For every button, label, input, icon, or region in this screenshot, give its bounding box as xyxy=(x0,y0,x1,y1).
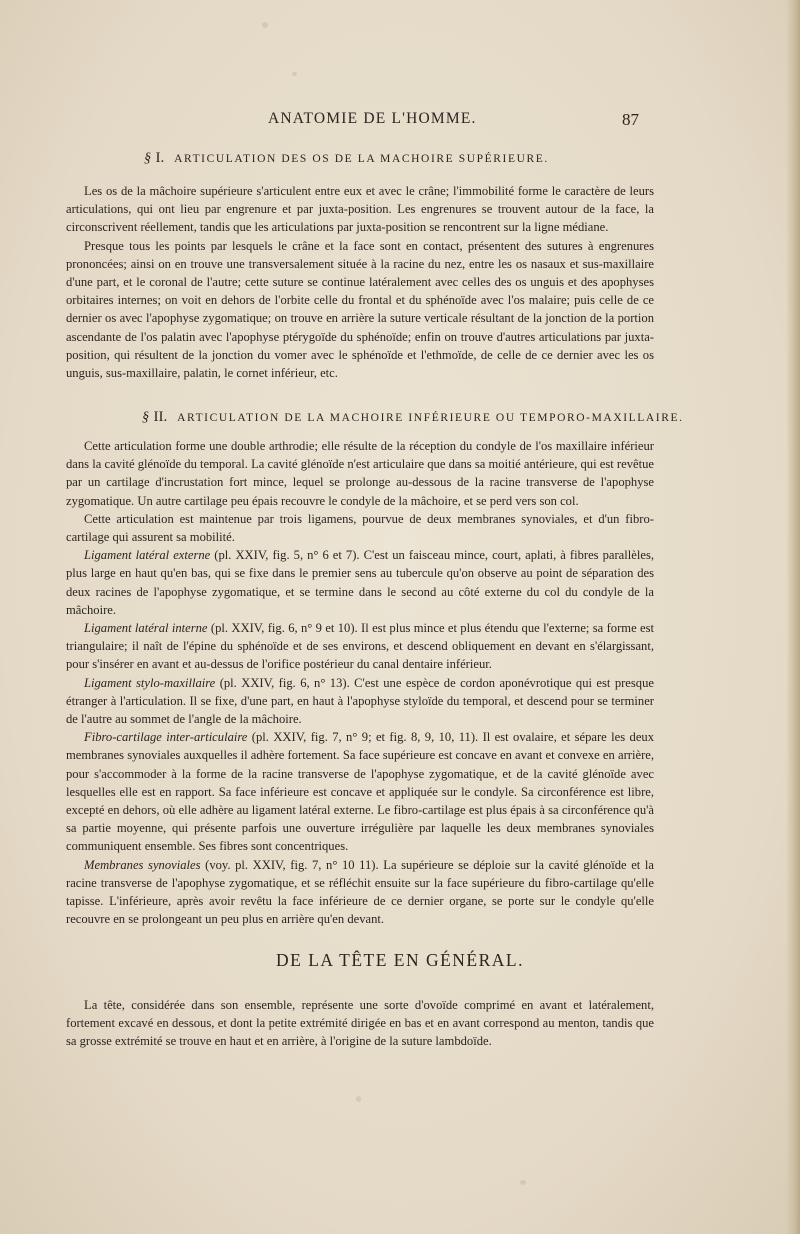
paper-speck xyxy=(356,1096,361,1102)
paper-speck xyxy=(520,1180,526,1185)
paper-speck xyxy=(292,72,297,76)
section-number: I. xyxy=(155,150,165,166)
cartilage-item xyxy=(66,728,654,855)
section-heading-2 xyxy=(142,409,684,426)
page-edge xyxy=(786,0,800,1234)
paragraph: Cette articulation est maintenue par trois ligamens, pourvue de deux membranes synoviales, et d'un fibro-cartilage qui assurent sa mobilité. xyxy=(66,511,654,545)
paragraph: Cette articulation forme une double arthrodie; elle résulte de la réception du condyle de l'os maxillaire inférieur dans la cavité glénoïde du temporal. La cavité glénoïde n'est articulaire que dans sa moitié antérieure, qui est revêtue par un cartilage d'incrustation fort mince, lequel se prolonge au-dessous de la racine transverse de l'apophyse zygomatique. Un autre cartilage peu épais recouvre le condyle de la mâchoire, et se perd vers son col. xyxy=(66,439,654,508)
section-1-body xyxy=(66,182,654,382)
item-label: Membranes synoviales xyxy=(84,857,201,872)
item-reference: (pl. XXIV, fig. 7, n° 9; et fig. 8, 9, 10, 11). xyxy=(251,730,479,745)
section-heading-1 xyxy=(144,150,549,167)
section-title: ARTICULATION DE LA MACHOIRE INFÉRIEURE OU TEMPORO-MAXILLAIRE. xyxy=(177,412,684,424)
item-text: La supérieure se déploie sur la cavité glénoïde et la racine transverse de l'apophyse zygomatique, et se réfléchit ensuite sur la face supérieure du fibro-cartilage qu'elle tapisse. L'inférieure, après avoir revêtu la face inférieure de ce dernier organe, se porte sur le condyle qu'elle recouvre en se prolongeant un peu plus en arrière qu'en devant. xyxy=(66,857,654,927)
item-reference: (pl. XXIV, fig. 5, n° 6 et 7). xyxy=(214,548,360,563)
item-label: Ligament stylo-maxillaire xyxy=(84,675,216,690)
item-reference: (voy. pl. XXIV, fig. 7, n° 10 11). xyxy=(205,857,379,872)
ligament-item xyxy=(66,546,654,619)
item-label: Ligament latéral interne xyxy=(84,621,208,636)
paragraph: Les os de la mâchoire supérieure s'articulent entre eux et avec le crâne; l'immobilité forme le caractère de leurs articulations, qui ont lieu par engrenure et par juxta-position. Les engrenures se trouvent autour de la face, la circonscrivent réellement, tandis que les articulations par juxta-position se rencontrent sur la ligne médiane. xyxy=(66,184,654,235)
paper-speck xyxy=(262,22,268,28)
ligament-item xyxy=(66,674,654,729)
item-text: Il est ovalaire, et sépare les deux membranes synoviales auxquelles il adhère fortement. Sa face supérieure est concave en avant et convexe en arrière, pour s'accommoder à la forme de la racine transverse de l'apophyse zygomatique, et de la cavité glénoïde avec lesquelles elle est en rapport. Sa face inférieure est concave et appliquée sur le condyle. Sa circonférence est libre, excepté en dehors, où elle adhère au ligament latéral externe. Le fibro-cartilage est plus épais à sa circonférence qu'à sa partie moyenne, qui présente parfois une ouverture irrégulière par laquelle les deux membranes synoviales communiquent ensemble. Ses fibres sont concentriques. xyxy=(66,730,655,854)
ligament-item xyxy=(66,619,654,674)
item-text: Il est plus mince et plus étendu que l'externe; sa forme est triangulaire; il naît de l'épine du sphénoïde et de ses environs, et descend obliquement en devant en s'élargissant, pour s'insérer en avant et au-dessus de l'orifice postérieur du canal dentaire inférieur. xyxy=(66,621,654,672)
section-3-body xyxy=(66,996,654,1051)
item-text: C'est une espèce de cordon aponévrotique qui est presque étranger à l'articulation. Il se fixe, d'une part, en haut à l'apophyse styloïde du temporal, et descend pour se terminer de l'autre au sommet de l'angle de la mâchoire. xyxy=(66,675,654,727)
item-reference: (pl. XXIV, fig. 6, n° 13). xyxy=(219,675,350,690)
item-text: C'est un faisceau mince, court, aplati, à fibres parallèles, plus large en haut qu'en bas, qui se fixe dans le premier sens au tubercule qu'on observe au point de séparation des deux racines de l'apophyse zygomatique, et se termine dans le second au côté externe du col du condyle de la mâchoire. xyxy=(66,548,654,617)
running-title: ANATOMIE DE L'HOMME. xyxy=(268,110,477,127)
section-number: II. xyxy=(153,409,168,425)
section-title: ARTICULATION DES OS DE LA MACHOIRE SUPÉRIEURE. xyxy=(174,153,549,165)
paragraph: La tête, considérée dans son ensemble, représente une sorte d'ovoïde comprimé en avant et latéralement, fortement excavé en dessous, et dont la petite extrémité dirigée en bas et en avant correspond au menton, tandis que sa grosse extrémité se trouve en haut et en arrière, à l'origine de la suture lambdoïde. xyxy=(66,998,654,1049)
synovial-item xyxy=(66,856,654,929)
section-symbol: § xyxy=(144,151,151,166)
page-header xyxy=(0,110,800,134)
chapter-title: DE LA TÊTE EN GÉNÉRAL. xyxy=(276,950,524,970)
item-label: Ligament latéral externe xyxy=(84,548,211,563)
item-label: Fibro-cartilage inter-articulaire xyxy=(84,730,248,745)
item-reference: (pl. XXIV, fig. 6, n° 9 et 10). xyxy=(210,621,358,636)
paragraph: Presque tous les points par lesquels le crâne et la face sont en contact, présentent des sutures à engrenures prononcées; ainsi on en trouve une transversalement située à la racine du nez, entre les os nasaux et sus-maxillaire d'une part, et le coronal de l'autre; cette suture se continue latéralement avec celles des os unguis et des apophyses orbitaires internes; on voit en dehors de l'orbite celle du frontal et du sphénoïde avec l'os malaire; puis celle de ce dernier os avec l'apophyse zygomatique; on trouve en arrière la suture verticale résultant de la jonction de la portion ascendante de l'os palatin avec l'apophyse ptérygoïde du sphénoïde; enfin on trouve d'autres articulations par juxta-position, qui résultent de la jonction du vomer avec le sphénoïde et l'ethmoïde, de celle de ce dernier avec les os unguis, sus-maxillaire, palatin, le cornet inférieur, etc. xyxy=(66,238,654,381)
page-number: 87 xyxy=(622,110,639,129)
section-2-body xyxy=(66,437,654,928)
section-symbol: § xyxy=(142,410,149,425)
